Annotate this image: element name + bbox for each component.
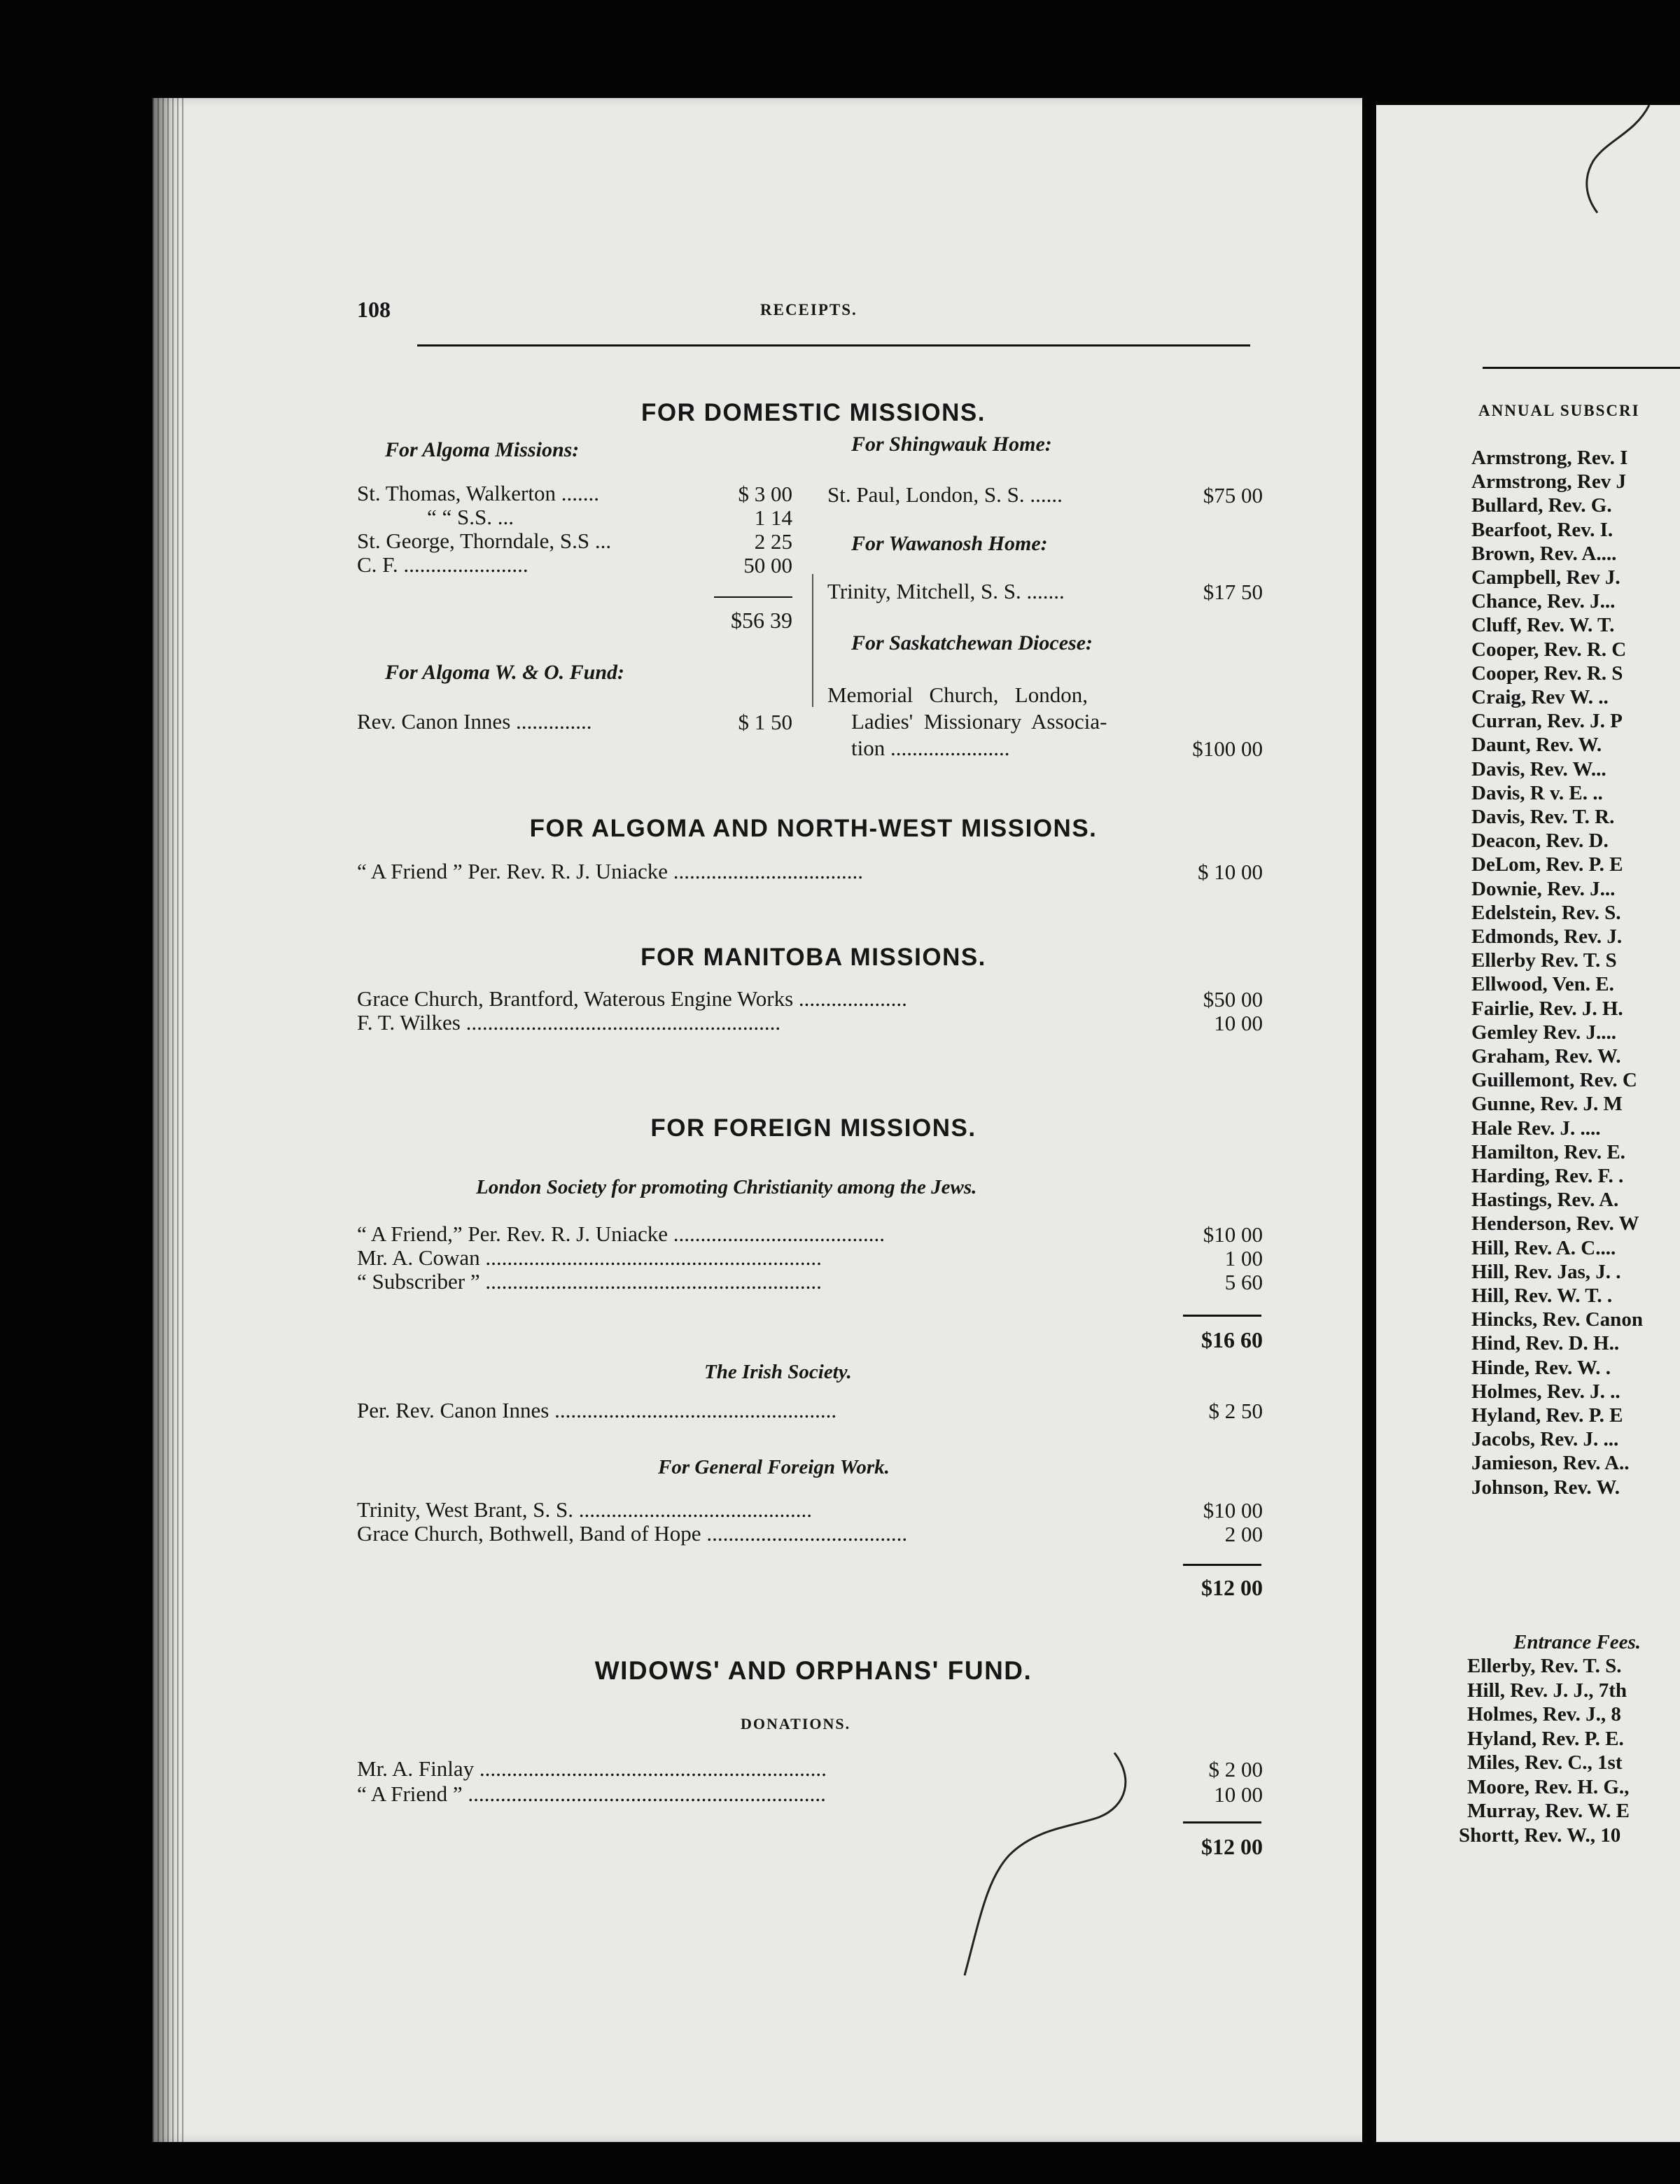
subscriber-name: Campbell, Rev J.	[1471, 566, 1620, 589]
algoma-entry-amount: 1 14	[754, 505, 792, 530]
general-entry-amount: $10 00	[1203, 1498, 1263, 1522]
entrance-fee-name: Miles, Rev. C., 1st	[1467, 1751, 1623, 1774]
algoma-total: $56 39	[731, 608, 792, 633]
subscriber-name: Curran, Rev. J. P	[1471, 710, 1623, 733]
subscriber-name: Davis, Rev. W...	[1471, 757, 1606, 780]
widows-entry-amount: 10 00	[1214, 1782, 1263, 1807]
entrance-fee-name: Hyland, Rev. P. E.	[1467, 1727, 1624, 1750]
shingwauk-label: For Shingwauk Home:	[851, 433, 1052, 456]
subscriber-name: Edelstein, Rev. S.	[1471, 901, 1621, 924]
jews-entry-name: Mr. A. Cowan ..............................................................	[357, 1246, 822, 1270]
subscriber-name: Cooper, Rev. R. S	[1471, 662, 1623, 685]
column-divider	[812, 574, 813, 707]
subscriber-name: Gunne, Rev. J. M	[1471, 1093, 1623, 1116]
subscriber-name: Downie, Rev. J...	[1471, 877, 1616, 900]
irish-entry-amount: $ 2 50	[1208, 1399, 1263, 1423]
widows-entry-amount: $ 2 00	[1208, 1757, 1263, 1782]
subscriber-name: Bearfoot, Rev. I.	[1471, 518, 1614, 541]
subscriber-name: Hill, Rev. Jas, J. .	[1471, 1260, 1621, 1283]
widows-entry-name: Mr. A. Finlay ................................................................	[357, 1757, 827, 1781]
irish-entry-name: Per. Rev. Canon Innes ....................................................	[357, 1399, 837, 1422]
right-running-head: ANNUAL SUBSCRI	[1478, 402, 1640, 419]
algoma-entry-amount: 50 00	[743, 553, 792, 578]
manitoba-entry-name: F. T. Wilkes ..........................................................	[357, 1011, 781, 1035]
widows-total: $12 00	[1201, 1834, 1263, 1859]
subscriber-name: Hill, Rev. W. T. .	[1471, 1284, 1613, 1307]
subscriber-name: Armstrong, Rev. I	[1471, 447, 1628, 469]
foreign-heading: FOR FOREIGN MISSIONS.	[650, 1114, 976, 1142]
subscriber-name: Hincks, Rev. Canon	[1471, 1308, 1643, 1331]
saskatchewan-line: Memorial Church, London,	[827, 683, 1088, 707]
shingwauk-entry-amount: $75 00	[1203, 483, 1263, 507]
manitoba-entry-name: Grace Church, Brantford, Waterous Engine Works ....................	[357, 987, 907, 1011]
subscriber-name: Johnson, Rev. W.	[1471, 1476, 1620, 1499]
subscriber-name: Hale Rev. J. ....	[1471, 1116, 1601, 1140]
subscriber-name: Holmes, Rev. J. ..	[1471, 1380, 1620, 1403]
subscriber-name: Hinde, Rev. W. .	[1471, 1356, 1611, 1379]
shingwauk-entry-name: St. Paul, London, S. S. ......	[827, 483, 1063, 507]
entrance-fee-name: Hill, Rev. J. J., 7th	[1467, 1679, 1627, 1702]
widows-total-rule	[1183, 1821, 1261, 1823]
subscriber-name: Hind, Rev. D. H..	[1471, 1332, 1620, 1355]
subscriber-name: Davis, Rev. T. R.	[1471, 806, 1615, 828]
general-entry-amount: 2 00	[1224, 1522, 1263, 1546]
running-head: RECEIPTS.	[760, 301, 858, 318]
wo-entry-name: Rev. Canon Innes ..............	[357, 710, 592, 734]
jews-entry-name: “ Subscriber ” ..............................................................	[357, 1270, 822, 1294]
subscriber-name: Hill, Rev. A. C....	[1471, 1236, 1616, 1259]
saskatchewan-amount: $100 00	[1192, 736, 1263, 761]
irish-society-label: The Irish Society.	[704, 1361, 852, 1383]
subscriber-name: Graham, Rev. W.	[1471, 1045, 1621, 1068]
subscriber-name: Henderson, Rev. W	[1471, 1212, 1639, 1236]
general-entry-name: Trinity, West Brant, S. S. ...........................................	[357, 1498, 813, 1522]
wawanosh-entry-name: Trinity, Mitchell, S. S. .......	[827, 580, 1065, 603]
subscriber-name: Armstrong, Rev J	[1471, 470, 1626, 493]
general-total-rule	[1183, 1564, 1261, 1566]
wo-entry-amount: $ 1 50	[738, 710, 792, 734]
donations-subheading: DONATIONS.	[741, 1715, 851, 1732]
manitoba-entry-amount: $50 00	[1203, 987, 1263, 1011]
subscriber-name: Daunt, Rev. W.	[1471, 734, 1602, 757]
subscriber-name: Hamilton, Rev. E.	[1471, 1140, 1625, 1163]
subscriber-name: Bullard, Rev. G.	[1471, 494, 1612, 517]
jews-total-rule	[1183, 1315, 1261, 1317]
jews-total: $16 60	[1201, 1327, 1263, 1352]
jews-entry-amount: $10 00	[1203, 1222, 1263, 1247]
algoma-entry-amount: 2 25	[754, 529, 792, 554]
saskatchewan-line: tion ......................	[851, 736, 1010, 760]
jews-entry-amount: 1 00	[1224, 1246, 1263, 1270]
subscriber-name: Chance, Rev. J...	[1471, 590, 1616, 613]
algoma-nw-entry-name: “ A Friend ” Per. Rev. R. J. Uniacke ...................................	[357, 860, 863, 883]
manitoba-heading: FOR MANITOBA MISSIONS.	[640, 944, 986, 971]
algoma-entry-amount: $ 3 00	[738, 482, 792, 506]
subscriber-name: Guillemont, Rev. C	[1471, 1069, 1637, 1092]
algoma-entry-name: C. F. .......................	[357, 553, 528, 577]
wawanosh-entry-amount: $17 50	[1203, 580, 1263, 604]
algoma-missions-label: For Algoma Missions:	[385, 438, 580, 461]
algoma-entry-name: St. Thomas, Walkerton .......	[357, 482, 599, 505]
subscriber-name: Ellerby Rev. T. S	[1471, 949, 1617, 972]
entrance-fee-name: Moore, Rev. H. G.,	[1467, 1775, 1630, 1798]
algoma-nw-entry-amount: $ 10 00	[1198, 860, 1263, 884]
subscriber-name: Fairlie, Rev. J. H.	[1471, 997, 1623, 1020]
subscriber-name: Brown, Rev. A....	[1471, 542, 1617, 565]
subscriber-name: Deacon, Rev. D.	[1471, 830, 1609, 853]
jews-entry-name: “ A Friend,” Per. Rev. R. J. Uniacke .......................................	[357, 1222, 885, 1246]
entrance-fees-label: Entrance Fees.	[1513, 1631, 1642, 1653]
jews-society-label: London Society for promoting Christianity among the Jews.	[476, 1176, 977, 1198]
subscriber-name: Gemley Rev. J....	[1471, 1021, 1616, 1044]
entrance-fee-name: Holmes, Rev. J., 8	[1467, 1703, 1621, 1726]
header-rule	[417, 344, 1250, 346]
saskatchewan-label: For Saskatchewan Diocese:	[851, 631, 1093, 654]
subscriber-name: DeLom, Rev. P. E	[1471, 853, 1623, 876]
subscriber-name: Edmonds, Rev. J.	[1471, 925, 1623, 948]
subscriber-name: Cooper, Rev. R. C	[1471, 638, 1627, 661]
general-foreign-label: For General Foreign Work.	[658, 1456, 890, 1478]
manitoba-entry-amount: 10 00	[1214, 1011, 1263, 1035]
subscriber-name: Ellwood, Ven. E.	[1471, 973, 1614, 996]
general-total: $12 00	[1201, 1575, 1263, 1600]
algoma-wo-label: For Algoma W. & O. Fund:	[385, 661, 625, 684]
general-entry-name: Grace Church, Bothwell, Band of Hope .....................................	[357, 1522, 908, 1546]
jews-entry-amount: 5 60	[1224, 1270, 1263, 1294]
widows-entry-name: “ A Friend ” ..................................................................	[357, 1782, 826, 1806]
wawanosh-label: For Wawanosh Home:	[851, 532, 1048, 555]
domestic-missions-heading: FOR DOMESTIC MISSIONS.	[641, 399, 986, 426]
pencil-mark	[959, 1750, 1141, 1981]
right-page	[1376, 105, 1680, 2142]
saskatchewan-line: Ladies' Missionary Associa-	[851, 710, 1107, 734]
pencil-mark	[1565, 105, 1656, 217]
subscriber-name: Craig, Rev W. ..	[1471, 686, 1609, 708]
subscriber-name: Jamieson, Rev. A..	[1471, 1452, 1630, 1475]
algoma-entry-name: St. George, Thorndale, S.S ...	[357, 529, 612, 553]
widows-orphans-heading: WIDOWS' AND ORPHANS' FUND.	[594, 1656, 1032, 1685]
subscriber-name: Davis, R v. E. ..	[1471, 781, 1603, 804]
subscriber-name: Hyland, Rev. P. E	[1471, 1404, 1623, 1427]
page-number: 108	[357, 297, 391, 322]
entrance-fee-name: Shortt, Rev. W., 10	[1459, 1823, 1621, 1847]
subscriber-name: Hastings, Rev. A.	[1471, 1189, 1619, 1212]
right-header-rule	[1483, 367, 1680, 369]
algoma-nw-heading: FOR ALGOMA AND NORTH-WEST MISSIONS.	[529, 815, 1098, 842]
subscriber-name: Harding, Rev. F. .	[1471, 1165, 1624, 1187]
subscriber-name: Jacobs, Rev. J. ...	[1471, 1428, 1619, 1451]
algoma-entry-name: “ “ S.S. ...	[427, 505, 514, 529]
subscriber-name: Cluff, Rev. W. T.	[1471, 614, 1615, 637]
entrance-fee-name: Murray, Rev. W. E	[1467, 1800, 1630, 1822]
algoma-total-rule	[714, 596, 792, 598]
entrance-fee-name: Ellerby, Rev. T. S.	[1467, 1655, 1622, 1677]
